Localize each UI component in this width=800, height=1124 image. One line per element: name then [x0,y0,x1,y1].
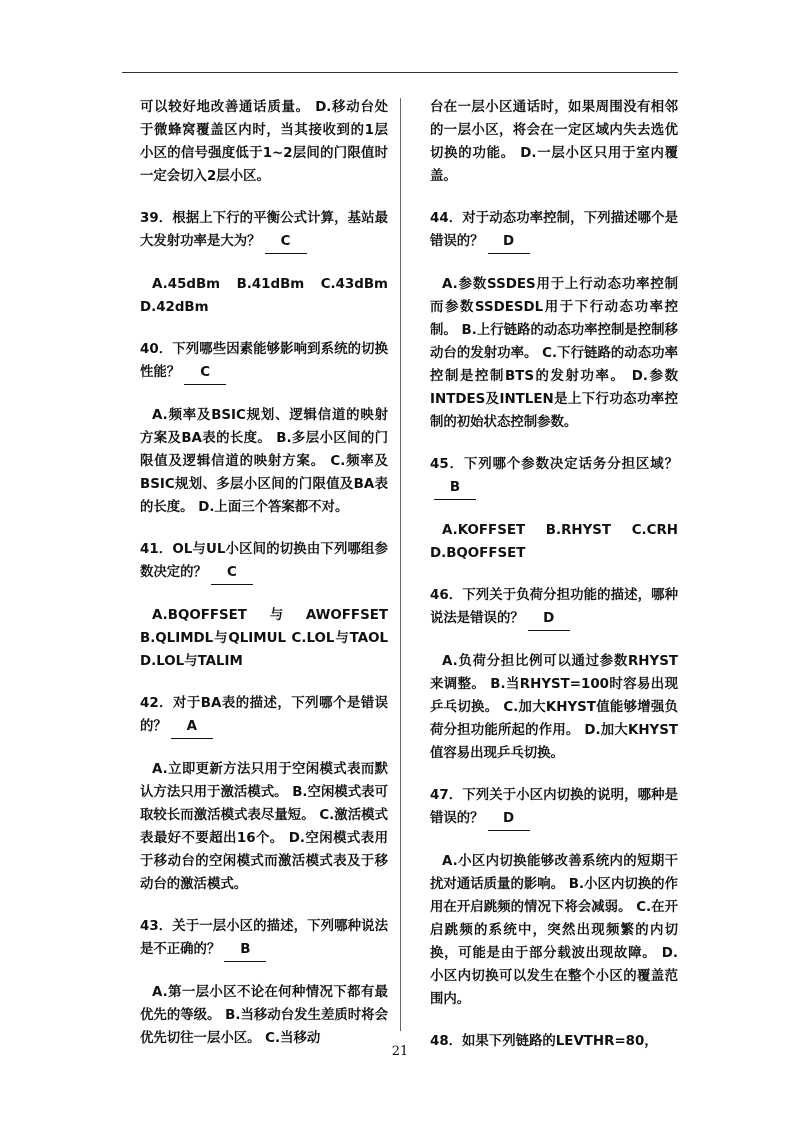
left-column [140,96,388,1069]
question-41 [140,538,388,585]
question-39-text: 39．根据上下行的平衡公式计算，基站最大发射功率是大为？ [140,211,388,249]
continued-text: 可以较好地改善通话质量。 D.移动台处于微蜂窝覆盖区内时，当其接收到的1层小区的信号强度低于1~2层间的门限值时一定会切入2层小区。 [140,100,388,184]
question-47 [430,784,678,831]
options-46: A.负荷分担比例可以通过参数RHYST来调整。 B.当RHYST=100时容易出现乒乓切换。 C.加大KHYST值能够增强负荷分担功能所起的作用。 D.加大KHYST值容易出现乒乓切换。 [430,654,678,761]
question-40-text: 40．下列哪些因素能够影响到系统的切换性能？ [140,342,388,380]
question-42 [140,692,388,739]
options-39: A.45dBm B.41dBm C.43dBm D.42dBm [140,277,388,315]
options-42: A.立即更新方法只用于空闲模式表而默认方法只用于激活模式。 B.空闲模式表可取较长而激活模式表尽量短。 C.激活模式表最好不要超出16个。 D.空闲模式表用于移动台的空闲模式而激活模式表及于移动台的激活模式。 [140,762,388,892]
column-divider [400,98,401,1031]
answer-blank-47: D [488,807,530,831]
answer-blank-46: D [528,607,570,631]
question-42-text: 42．对于BA表的描述，下列哪个是错误的？ [140,696,388,734]
answer-blank-44: D [488,230,530,254]
answer-blank-43: B [224,938,266,962]
question-39 [140,207,388,254]
question-43-text: 43．关于一层小区的描述，下列哪种说法是不正确的？ [140,919,388,957]
question-40 [140,338,388,385]
question-45-text: 45．下列哪个参数决定话务分担区域？ [430,457,678,472]
answer-blank-45: B [434,476,476,500]
question-44-text: 44．对于动态功率控制，下列描述哪个是错误的？ [430,211,678,249]
question-46 [430,584,678,631]
page-number: 21 [391,1044,409,1059]
options-41: A.BQOFFSET与AWOFFSET B.QLIMDL与QLIMUL C.LOL与TAOL D.LOL与TALIM [140,608,388,669]
header-rule [122,72,678,73]
options-43: A.第一层小区不论在何种情况下都有最优先的等级。 B.当移动台发生差质时将会优先切往一层小区。 C.当移动 [140,985,388,1046]
question-48: 48．如果下列链路的LEVTHR=80， [430,1034,658,1049]
options-44: A.参数SSDES用于上行动态功率控制而参数SSDESDL用于下行动态功率控制。 B.上行链路的动态功率控制是控制移动台的发射功率。 C.下行链路的动态功率控制是控制BTS的发射功率。 D.参数INTDES及INTLEN是上下行功态功率控制的初始状态控制参数。 [430,277,678,430]
answer-blank-40: C [184,361,226,385]
question-45 [430,453,678,500]
options-47: A.小区内切换能够改善系统内的短期干扰对通话质量的影响。 B.小区内切换的作用在开启跳频的情况下将会减弱。 C.在开启跳频的系统中，突然出现频繁的内切换，可能是由于部分载波出现故障。 D.小区内切换可以发生在整个小区的覆盖范围内。 [430,854,678,1007]
question-43 [140,915,388,962]
options-45: A.KOFFSET B.RHYST C.CRH D.BQOFFSET [430,523,678,561]
answer-blank-42: A [171,715,213,739]
right-column [430,96,678,1072]
question-46-text: 46．下列关于负荷分担功能的描述，哪种说法是错误的？ [430,588,678,626]
answer-blank-39: C [265,230,307,254]
answer-blank-41: C [211,561,253,585]
options-40: A.频率及BSIC规划、逻辑信道的映射方案及BA表的长度。 B.多层小区间的门限值及逻辑信道的映射方案。 C.频率及BSIC规划、多层小区间的门限值及BA表的长度。 D.上面三个答案都不对。 [140,408,388,515]
continued-text-right: 台在一层小区通话时，如果周围没有相邻的一层小区，将会在一定区域内失去选优切换的功能。 D.一层小区只用于室内覆盖。 [430,100,678,184]
question-44 [430,207,678,254]
question-47-text: 47．下列关于小区内切换的说明，哪种是错误的？ [430,788,678,826]
question-41-text: 41．OL与UL小区间的切换由下列哪组参数决定的？ [140,542,388,580]
